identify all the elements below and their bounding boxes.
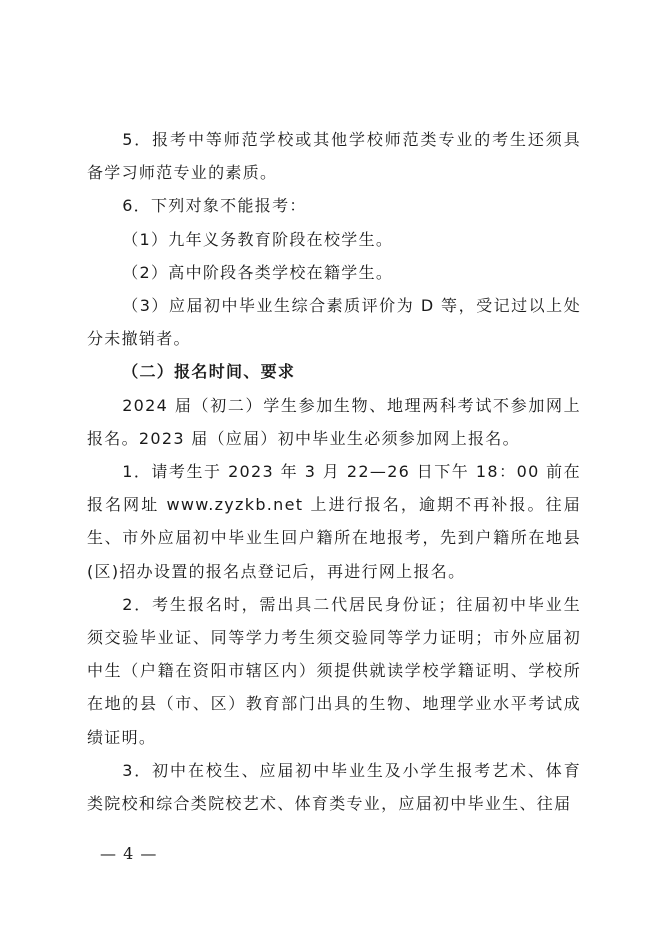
paragraph-item-6: 6．下列对象不能报考：: [122, 196, 307, 216]
paragraph-intro: 2024 届（初二）学生参加生物、地理两科考试不参加网上报名。2023 届（应届）初中毕业生必须参加网上报名。: [87, 395, 581, 448]
page-number: — 4 —: [100, 844, 158, 863]
section-heading: （二）报名时间、要求: [122, 362, 296, 382]
paragraph-sub-item-3: （3）应届初中毕业生综合素质评价为 D 等，受记过以上处分未撤销者。: [87, 296, 581, 349]
paragraph-sub-item-1: （1）九年义务教育阶段在校学生。: [122, 229, 394, 249]
paragraph-requirement-3: 3．初中在校生、应届初中毕业生及小学生报考艺术、体育类院校和综合类院校艺术、体育类专业，应届初中毕业生、往届: [87, 760, 581, 814]
paragraph-requirement-2: 2．考生报名时，需出具二代居民身份证；往届初中毕业生须交验毕业证、同等学力考生须交验同等学力证明；市外应届初中生（户籍在资阳市辖区内）须提供就读学校学籍证明、学校所在地的县（市、区）教育部门出具的生物、地理学业水平考试成绩证明。: [87, 594, 581, 747]
paragraph-item-5: 5．报考中等师范学校或其他学校师范类专业的考生还须具备学习师范专业的素质。: [87, 130, 581, 183]
document-body: [87, 123, 581, 820]
paragraph-sub-item-2: （2）高中阶段各类学校在籍学生。: [122, 262, 394, 282]
paragraph-requirement-1: 1．请考生于 2023 年 3 月 22—26 日下午 18：00 前在报名网址 www.zyzkb.net 上进行报名，逾期不再补报。往届生、市外应届初中毕业生回户籍所在地报考，先到户籍所在地县(区)招办设置的报名点登记后，再进行网上报名。: [87, 462, 581, 581]
